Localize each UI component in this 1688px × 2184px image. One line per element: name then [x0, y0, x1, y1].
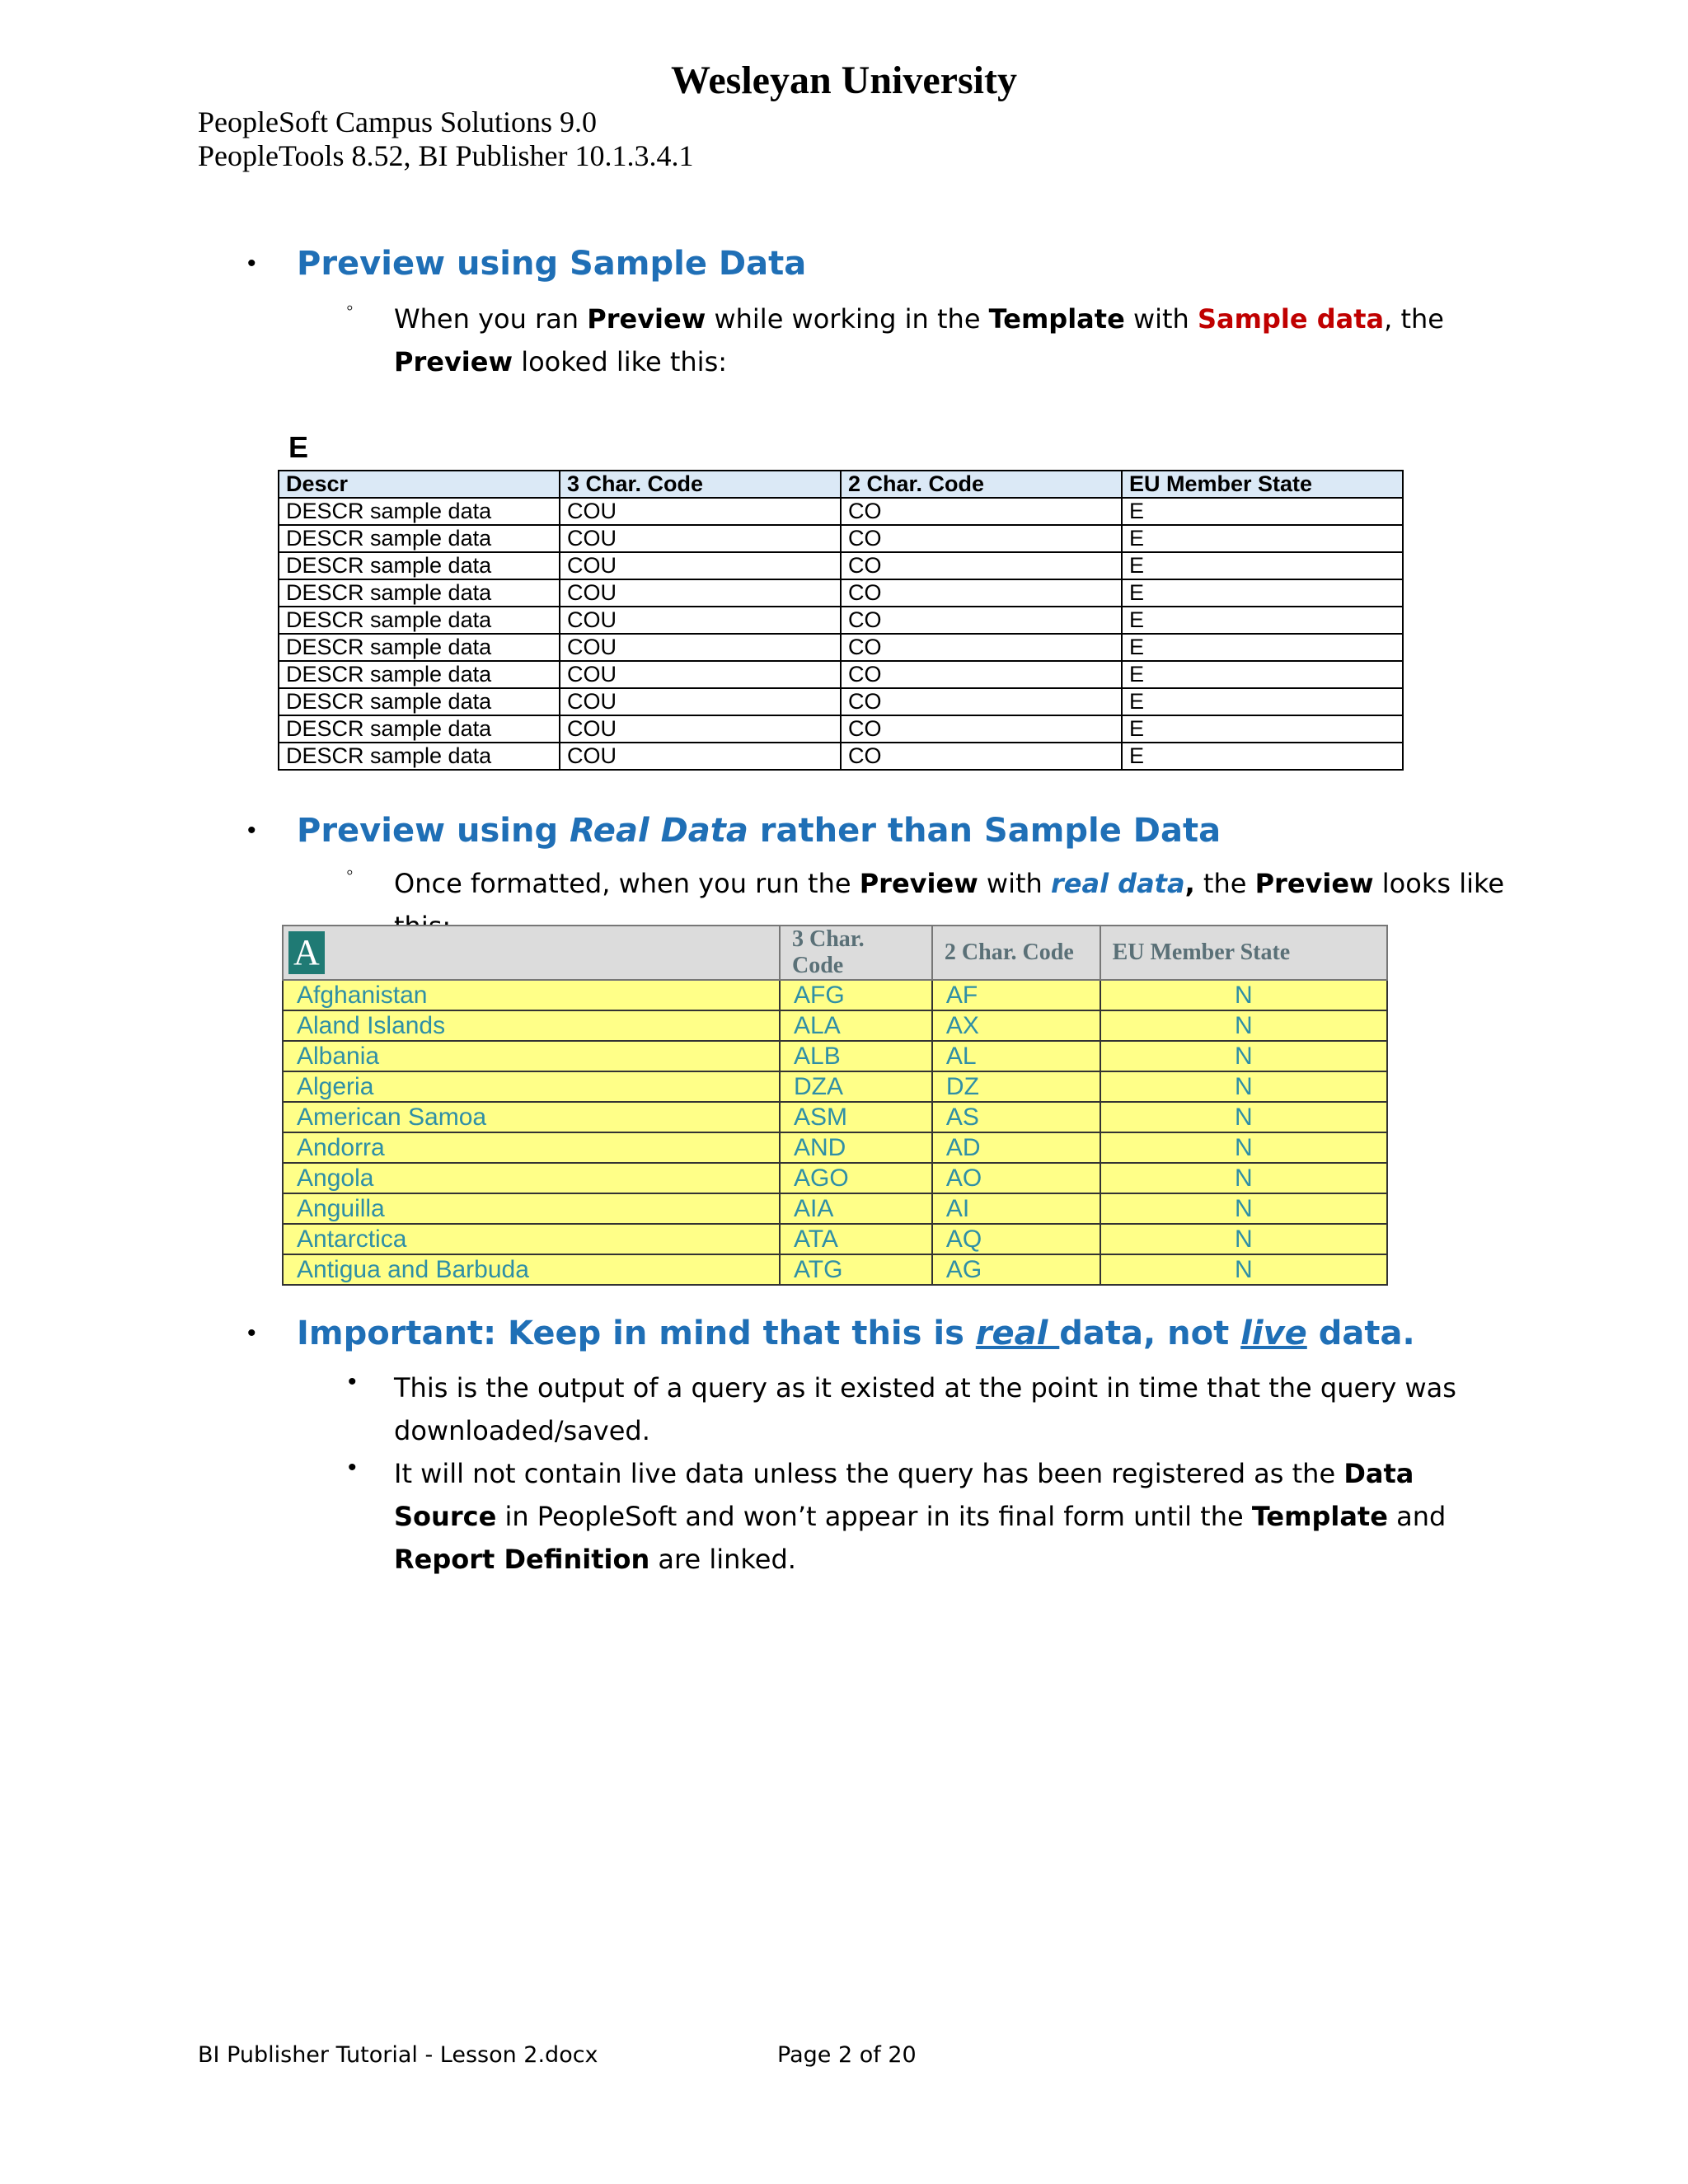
circle-bullet-icon: ◦	[346, 861, 354, 883]
real-cell: N	[1100, 1193, 1387, 1224]
bullet-icon: •	[247, 1319, 256, 1347]
sample-cell: DESCR sample data	[279, 552, 560, 579]
sample-cell: CO	[841, 525, 1122, 552]
sample-cell: DESCR sample data	[279, 743, 560, 770]
table-row	[279, 743, 1403, 770]
sample-cell: COU	[560, 498, 841, 525]
sample-cell: CO	[841, 579, 1122, 607]
real-cell: AI	[932, 1193, 1100, 1224]
bullet-icon: •	[348, 1454, 357, 1481]
real-cell: N	[1100, 1254, 1387, 1285]
real-cell: N	[1100, 1224, 1387, 1254]
sample-cell: CO	[841, 607, 1122, 634]
sample-cell: DESCR sample data	[279, 607, 560, 634]
section1-paragraph: When you ran Preview while working in the Template with Sample data, the Preview looked like this:	[394, 303, 1444, 377]
footer-filename: BI Publisher Tutorial - Lesson 2.docx	[198, 2042, 598, 2068]
sample-cell: E	[1122, 715, 1403, 743]
real-cell: Antigua and Barbuda	[283, 1254, 780, 1285]
real-cell: Anguilla	[283, 1193, 780, 1224]
real-cell: N	[1100, 1071, 1387, 1102]
sample-cell: CO	[841, 715, 1122, 743]
table-row	[283, 1254, 1387, 1285]
sample-cell: COU	[560, 688, 841, 715]
important-bullet-2: It will not contain live data unless the query has been registered as the Data Source in PeopleSoft and won’t appear in its final form until the Template and Report Definition are linked.	[394, 1458, 1447, 1575]
sample-cell: E	[1122, 688, 1403, 715]
table-row	[279, 552, 1403, 579]
real-header-2char: 2 Char. Code	[932, 926, 1100, 980]
real-cell: DZ	[932, 1071, 1100, 1102]
table-row	[283, 1010, 1387, 1041]
real-cell: AG	[932, 1254, 1100, 1285]
sample-cell: COU	[560, 715, 841, 743]
sample-cell: E	[1122, 552, 1403, 579]
real-cell: AND	[780, 1132, 932, 1163]
sample-data-table	[278, 470, 1404, 771]
real-cell: ALA	[780, 1010, 932, 1041]
table-row	[283, 1041, 1387, 1071]
real-cell: Algeria	[283, 1071, 780, 1102]
sample-header-eu: EU Member State	[1122, 471, 1403, 498]
table-row	[279, 579, 1403, 607]
table-row	[279, 634, 1403, 661]
sample-cell: DESCR sample data	[279, 688, 560, 715]
sample-cell: COU	[560, 579, 841, 607]
sample-cell: DESCR sample data	[279, 525, 560, 552]
real-cell: Andorra	[283, 1132, 780, 1163]
real-cell: AD	[932, 1132, 1100, 1163]
footer-page-number: Page 2 of 20	[777, 2042, 917, 2068]
real-cell: N	[1100, 1010, 1387, 1041]
real-cell: AGO	[780, 1163, 932, 1193]
sample-table-header-row	[279, 471, 1403, 498]
circle-bullet-icon: ◦	[346, 297, 354, 319]
sample-cell: DESCR sample data	[279, 498, 560, 525]
important-bullet-1: This is the output of a query as it existed at the point in time that the query was downloaded/saved.	[394, 1372, 1456, 1446]
real-cell: ATA	[780, 1224, 932, 1254]
table-row	[283, 1163, 1387, 1193]
document-title: Wesleyan University	[671, 59, 1017, 102]
table-row	[279, 661, 1403, 688]
sample-cell: CO	[841, 661, 1122, 688]
real-cell: Albania	[283, 1041, 780, 1071]
table-row	[283, 980, 1387, 1010]
table-row	[283, 1224, 1387, 1254]
table-row	[279, 498, 1403, 525]
table-row	[279, 688, 1403, 715]
bullet-icon: •	[348, 1368, 357, 1395]
sample-cell: COU	[560, 525, 841, 552]
sample-header-2char: 2 Char. Code	[841, 471, 1122, 498]
real-data-table	[282, 925, 1388, 1286]
sample-cell: CO	[841, 743, 1122, 770]
table-row	[279, 715, 1403, 743]
table-row	[283, 1071, 1387, 1102]
real-cell: AF	[932, 980, 1100, 1010]
real-cell: N	[1100, 1132, 1387, 1163]
sample-cell: COU	[560, 607, 841, 634]
sample-cell: CO	[841, 688, 1122, 715]
table-row	[283, 1102, 1387, 1132]
real-table-header-row	[283, 926, 1387, 980]
sample-header-descr: Descr	[279, 471, 560, 498]
real-header-letter-cell	[283, 926, 780, 980]
sample-header-3char: 3 Char. Code	[560, 471, 841, 498]
real-header-eu: EU Member State	[1100, 926, 1387, 980]
real-cell: AFG	[780, 980, 932, 1010]
real-cell: ATG	[780, 1254, 932, 1285]
sample-cell: DESCR sample data	[279, 661, 560, 688]
real-cell: Aland Islands	[283, 1010, 780, 1041]
sample-group-letter: E	[288, 430, 309, 464]
real-cell: Antarctica	[283, 1224, 780, 1254]
sample-cell: E	[1122, 498, 1403, 525]
real-cell: AX	[932, 1010, 1100, 1041]
real-cell: DZA	[780, 1071, 932, 1102]
real-cell: AS	[932, 1102, 1100, 1132]
section-heading-sample-data: Preview using Sample Data	[297, 245, 807, 283]
real-data-preview	[282, 925, 1388, 1283]
real-cell: AIA	[780, 1193, 932, 1224]
real-cell: AO	[932, 1163, 1100, 1193]
header-tools-line: PeopleTools 8.52, BI Publisher 10.1.3.4.1	[198, 139, 694, 172]
sample-cell: E	[1122, 661, 1403, 688]
section-heading-real-data: Preview using Real Data rather than Sample Data	[297, 812, 1221, 850]
real-cell: N	[1100, 1163, 1387, 1193]
real-cell: Afghanistan	[283, 980, 780, 1010]
real-cell: ALB	[780, 1041, 932, 1071]
table-row	[279, 525, 1403, 552]
real-cell: AL	[932, 1041, 1100, 1071]
sample-cell: COU	[560, 634, 841, 661]
section2-paragraph: Once formatted, when you run the Preview with real data, the Preview looks like	[394, 868, 1505, 899]
real-header-3char: 3 Char. Code	[780, 926, 932, 980]
real-cell: AQ	[932, 1224, 1100, 1254]
sample-cell: E	[1122, 634, 1403, 661]
bullet-icon: •	[247, 250, 256, 277]
real-cell: N	[1100, 980, 1387, 1010]
sample-cell: CO	[841, 498, 1122, 525]
sample-cell: DESCR sample data	[279, 579, 560, 607]
real-cell: Angola	[283, 1163, 780, 1193]
table-row	[283, 1193, 1387, 1224]
real-cell: N	[1100, 1041, 1387, 1071]
sample-cell: CO	[841, 552, 1122, 579]
sample-cell: E	[1122, 525, 1403, 552]
real-cell: N	[1100, 1102, 1387, 1132]
table-row	[279, 607, 1403, 634]
real-cell: American Samoa	[283, 1102, 780, 1132]
real-group-letter: A	[288, 931, 325, 974]
sample-cell: COU	[560, 661, 841, 688]
sample-cell: COU	[560, 552, 841, 579]
header-product-line: PeopleSoft Campus Solutions 9.0	[198, 105, 598, 138]
sample-cell: E	[1122, 579, 1403, 607]
sample-cell: E	[1122, 743, 1403, 770]
sample-cell: DESCR sample data	[279, 634, 560, 661]
real-cell: ASM	[780, 1102, 932, 1132]
section-heading-important: Important: Keep in mind that this is real data, not live data.	[297, 1315, 1415, 1352]
bullet-icon: •	[247, 817, 256, 844]
sample-cell: DESCR sample data	[279, 715, 560, 743]
sample-cell: E	[1122, 607, 1403, 634]
sample-cell: COU	[560, 743, 841, 770]
table-row	[283, 1132, 1387, 1163]
sample-cell: CO	[841, 634, 1122, 661]
